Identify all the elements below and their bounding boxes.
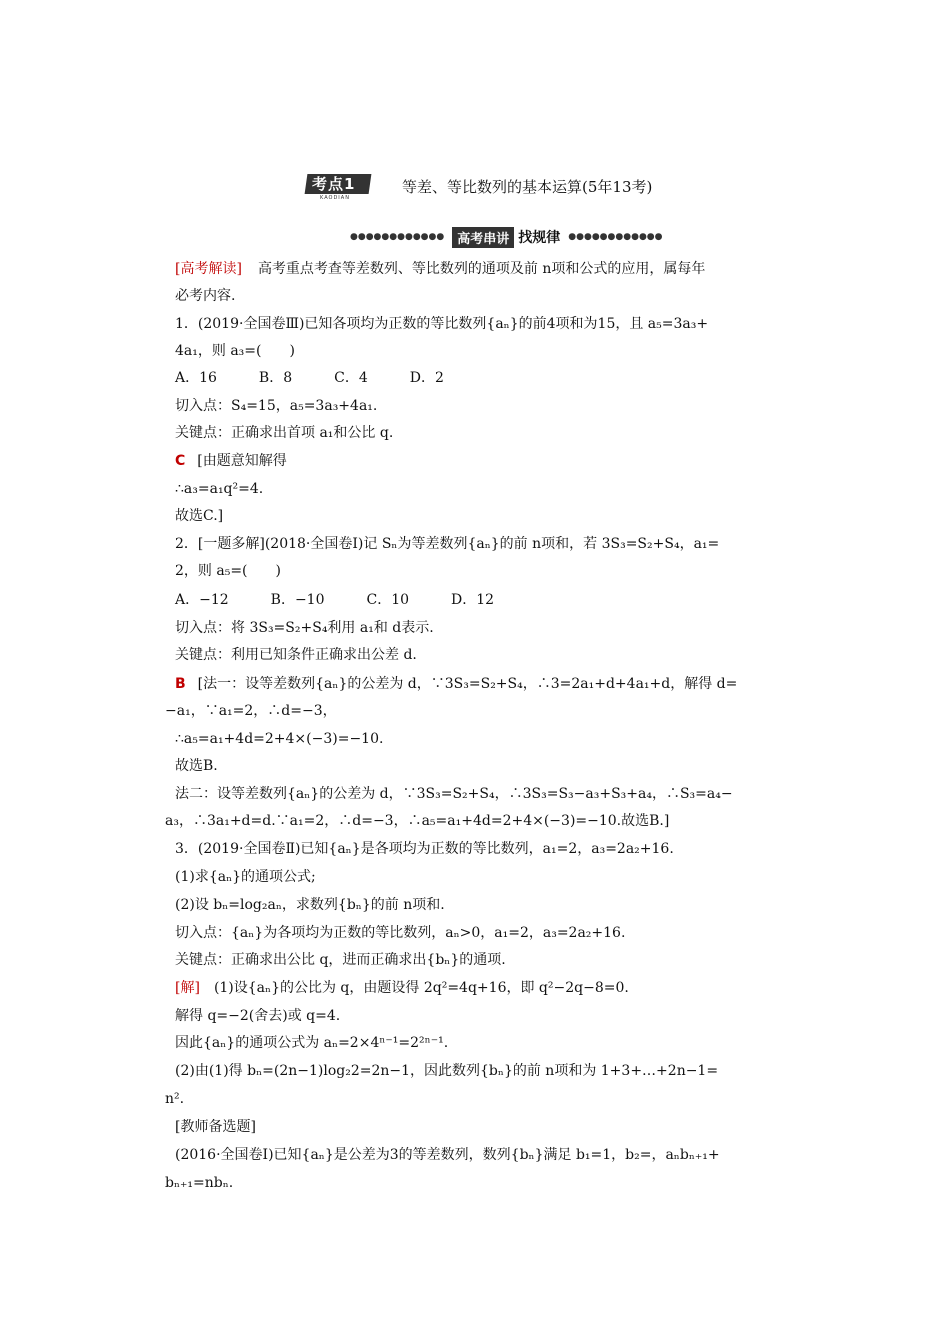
q2-line-2: 2，则 a₅=( ) [175, 563, 281, 579]
q1-solution-3: 故选C.] [175, 508, 224, 524]
q2-options: A．−12 B．−10 C．10 D．12 [175, 592, 495, 608]
q2-solution-2: −a₁，∵a₁=2，∴d=−3， [165, 703, 337, 719]
reading-line-2: 必考内容. [175, 288, 236, 304]
q2-solution-4: 故选B. [175, 758, 218, 774]
section-header [306, 172, 652, 202]
q3-part-2: (2)设 bₙ=log₂aₙ，求数列{bₙ}的前 n项和. [175, 897, 445, 913]
q2-solution-3: ∴a₅=a₁+4d=2+4×(−3)=−10. [175, 731, 384, 747]
reading-label: [高考解读] [175, 261, 242, 277]
q1-options: A．16 B．8 C．4 D．2 [175, 370, 444, 386]
q3-key: 关键点：正确求出公比 q，进而正确求出{bₙ}的通项. [175, 952, 506, 968]
q3-solution-2: 解得 q=−2(舍去)或 q=4. [175, 1008, 341, 1024]
badge-sublabel: KAODIAN [320, 195, 350, 201]
banner-box: 高考串讲 [452, 227, 514, 248]
q2-solution-5: 法二：设等差数列{aₙ}的公差为 d，∵3S₃=S₂+S₄，∴3S₃=S₃−a₃+S₃+a₄，∴S₃=a₄− [175, 786, 733, 802]
badge-label: 考点1 [312, 175, 356, 193]
q2-key: 关键点：利用已知条件正确求出公差 d. [175, 647, 417, 663]
teacher-label: [教师备选题] [175, 1119, 256, 1135]
reading-text: 高考重点考查等差数列、等比数列的通项及前 n项和公式的应用，属每年 [257, 261, 706, 277]
q2-solution-1 [175, 675, 737, 693]
q1-entry: 切入点：S₄=15，a₅=3a₃+4a₁. [175, 398, 378, 414]
q1-solution-1 [175, 452, 287, 470]
q3-part-1: (1)求{aₙ}的通项公式; [175, 869, 316, 885]
q3-solution-3: 因此{aₙ}的通项公式为 aₙ=2×4ⁿ⁻¹=2²ⁿ⁻¹. [175, 1035, 449, 1051]
teacher-line-1: (2016·全国卷Ⅰ)已知{aₙ}是公差为3的等差数列，数列{bₙ}满足 b₁=1，b₂=，aₙbₙ₊₁+ [175, 1147, 720, 1163]
q3-line-1: 3．(2019·全国卷Ⅱ)已知{aₙ}是各项均为正数的等比数列，a₁=2，a₃=2a₂+16. [175, 841, 674, 857]
q1-answer: C [175, 453, 186, 469]
dots-right-decoration: ●●●●●●●●●●●● [568, 232, 663, 242]
q1-solution-2: ∴a₃=a₁q²=4. [175, 481, 264, 497]
reading-line-1 [175, 260, 705, 278]
q3-jie-label: [解] [175, 980, 200, 996]
q1-key: 关键点：正确求出首项 a₁和公比 q. [175, 425, 394, 441]
q3-solution-5: n². [165, 1091, 185, 1107]
banner-text: 找规律 [518, 230, 561, 246]
q2-answer: B [175, 676, 186, 692]
teacher-line-2: bₙ₊₁=nbₙ. [165, 1175, 234, 1191]
q3-entry: 切入点：{aₙ}为各项均为正数的等比数列，aₙ>0，a₁=2，a₃=2a₂+16. [175, 925, 626, 941]
q1-line-2: 4a₁，则 a₃=( ) [175, 343, 295, 359]
q3-solution-1 [175, 979, 629, 997]
kaodian-badge [306, 172, 378, 202]
dots-left-decoration: ●●●●●●●●●●●● [350, 232, 445, 242]
q2-entry: 切入点：将 3S₃=S₂+S₄利用 a₁和 d表示. [175, 620, 434, 636]
q3-solution-4: (2)由(1)得 bₙ=(2n−1)log₂2=2n−1，因此数列{bₙ}的前 n项和为 1+3+…+2n−1= [175, 1063, 719, 1079]
q2-sol-text: [法一：设等差数列{aₙ}的公差为 d，∵3S₃=S₂+S₄，∴3=2a₁+d+4a₁+d，解得 d= [197, 676, 738, 692]
section-title: 等差、等比数列的基本运算(5年13考) [402, 178, 653, 196]
q1-sol-text: [由题意知解得 [197, 453, 287, 469]
banner [350, 226, 663, 248]
q3-sol-text: (1)设{aₙ}的公比为 q，由题设得 2q²=4q+16，即 q²−2q−8=0. [213, 980, 629, 996]
q2-solution-6: a₃，∴3a₁+d=d.∵a₁=2，∴d=−3，∴a₅=a₁+4d=2+4×(−3)=−10.故选B.] [165, 813, 670, 829]
q1-line-1: 1．(2019·全国卷Ⅲ)已知各项均为正数的等比数列{aₙ}的前4项和为15，且 a₅=3a₃+ [175, 316, 709, 332]
q2-line-1: 2．[一题多解](2018·全国卷Ⅰ)记 Sₙ为等差数列{aₙ}的前 n项和，若 3S₃=S₂+S₄，a₁= [175, 536, 720, 552]
